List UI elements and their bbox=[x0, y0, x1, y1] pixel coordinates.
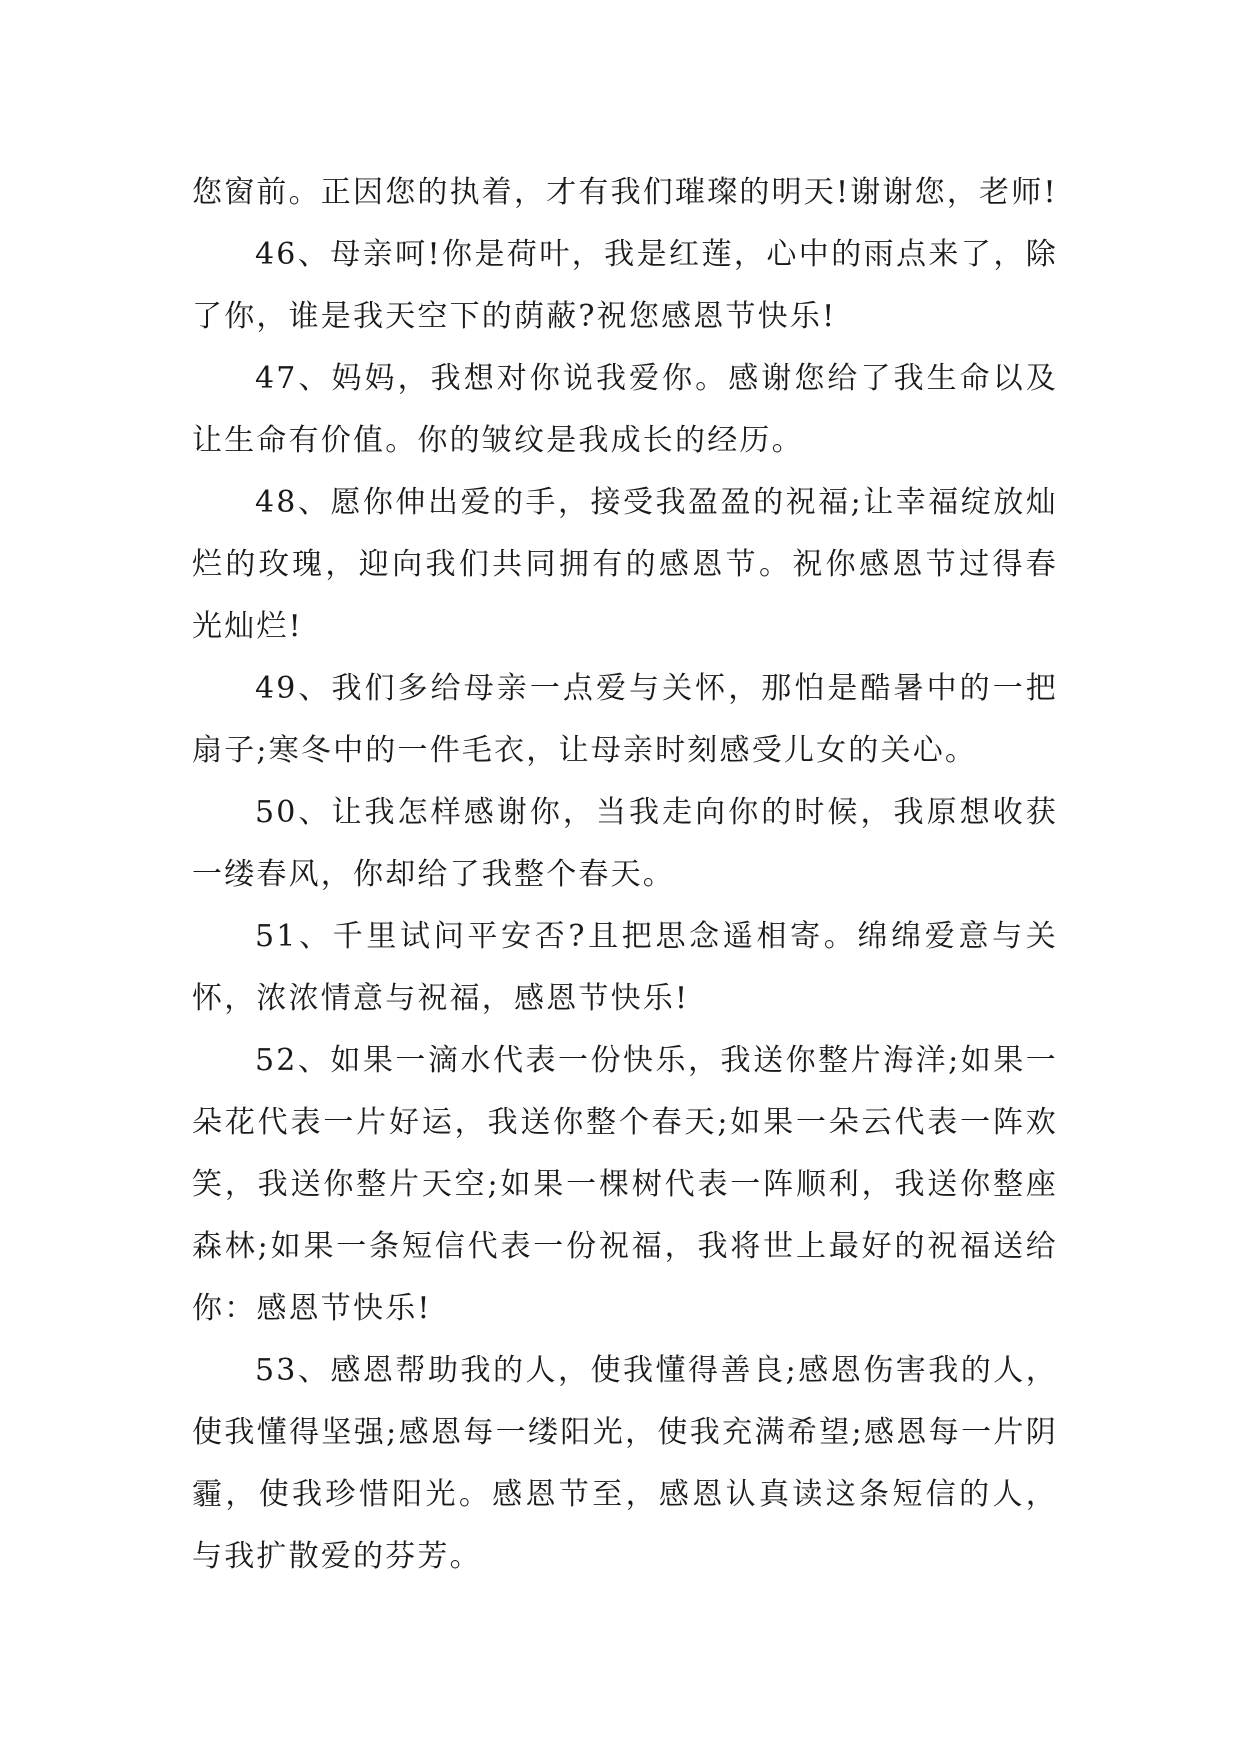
paragraph-50: 50、让我怎样感谢你，当我走向你的时候，我原想收获一缕春风，你却给了我整个春天。 bbox=[192, 795, 1058, 892]
paragraph-46: 46、母亲呵!你是荷叶，我是红莲，心中的雨点来了，除了你，谁是我天空下的荫蔽?祝您感恩节快乐! bbox=[192, 237, 1058, 334]
document-body bbox=[192, 162, 1058, 1588]
paragraph-47: 47、妈妈，我想对你说我爱你。感谢您给了我生命以及让生命有价值。你的皱纹是我成长的经历。 bbox=[192, 361, 1058, 458]
paragraph-48: 48、愿你伸出爱的手，接受我盈盈的祝福;让幸福绽放灿烂的玫瑰，迎向我们共同拥有的感恩节。祝你感恩节过得春光灿烂! bbox=[192, 485, 1058, 644]
paragraph-52: 52、如果一滴水代表一份快乐，我送你整片海洋;如果一朵花代表一片好运，我送你整个春天;如果一朵云代表一阵欢笑，我送你整片天空;如果一棵树代表一阵顺利，我送你整座森林;如果一条短信代表一份祝福，我将世上最好的祝福送给你：感恩节快乐! bbox=[192, 1043, 1058, 1326]
paragraph-49: 49、我们多给母亲一点爱与关怀，那怕是酷暑中的一把扇子;寒冬中的一件毛衣，让母亲时刻感受儿女的关心。 bbox=[192, 671, 1058, 768]
paragraph-51: 51、千里试问平安否?且把思念遥相寄。绵绵爱意与关怀，浓浓情意与祝福，感恩节快乐! bbox=[192, 919, 1058, 1016]
paragraph-continuation: 您窗前。正因您的执着，才有我们璀璨的明天!谢谢您，老师! bbox=[192, 175, 1058, 210]
paragraph-53: 53、感恩帮助我的人，使我懂得善良;感恩伤害我的人，使我懂得坚强;感恩每一缕阳光，使我充满希望;感恩每一片阴霾，使我珍惜阳光。感恩节至，感恩认真读这条短信的人，与我扩散爱的芬芳。 bbox=[192, 1353, 1058, 1574]
